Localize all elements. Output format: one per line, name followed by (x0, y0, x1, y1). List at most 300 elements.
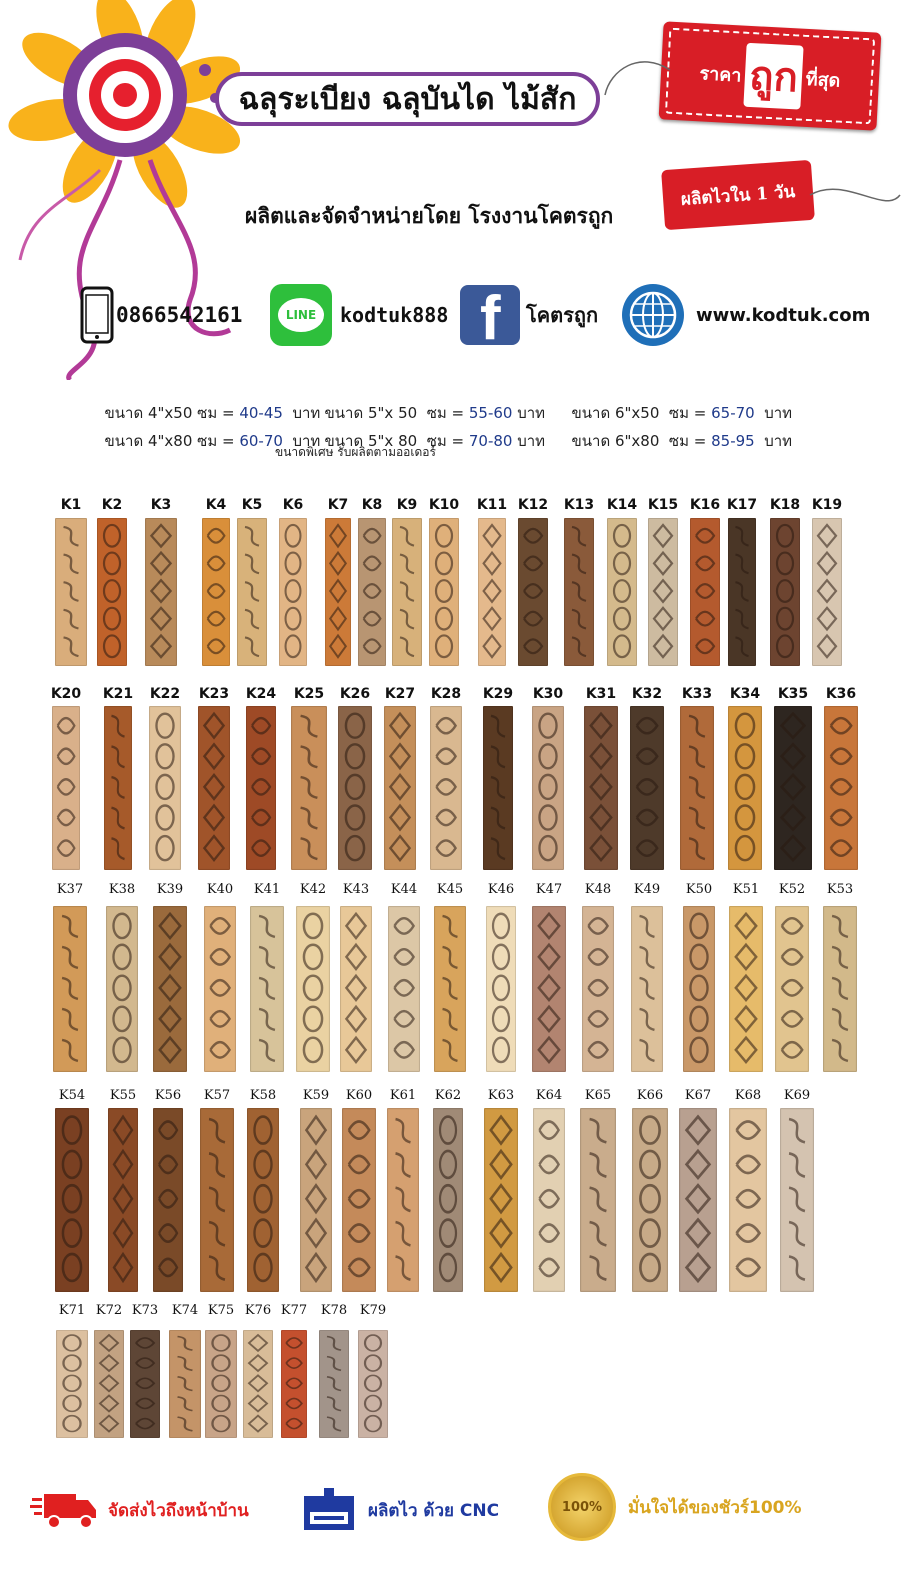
catalog-code: K74 (171, 1303, 199, 1318)
fretwork-pattern-icon (149, 706, 181, 870)
carved-panel-image (108, 1108, 138, 1292)
seal-text: 100% (561, 1499, 603, 1515)
carved-panel-image (518, 518, 548, 666)
fretwork-pattern-icon (582, 906, 614, 1072)
catalog-item[interactable] (674, 686, 720, 870)
carved-panel-image (300, 1108, 332, 1292)
price-unit: บาท (754, 432, 793, 450)
catalog-code: K75 (207, 1303, 235, 1318)
carved-panel-image (340, 906, 372, 1072)
catalog-item[interactable] (147, 882, 193, 1072)
carved-panel-image (338, 706, 372, 870)
carved-panel-image (648, 518, 678, 666)
catalog-code: K20 (50, 686, 82, 702)
catalog-item[interactable] (817, 882, 863, 1072)
delivery-badge (30, 1480, 249, 1540)
catalog-code: K63 (487, 1088, 515, 1103)
catalog-code: K26 (339, 686, 371, 702)
fretwork-pattern-icon (106, 906, 138, 1072)
catalog-code: K23 (198, 686, 230, 702)
catalog-item[interactable] (768, 686, 818, 870)
catalog-item[interactable] (723, 882, 769, 1072)
catalog-item[interactable] (722, 497, 762, 666)
facebook-icon (460, 285, 520, 345)
fretwork-pattern-icon (145, 518, 177, 666)
carved-panel-image (392, 518, 422, 666)
fretwork-pattern-icon (279, 518, 307, 666)
catalog-item[interactable] (723, 1088, 773, 1292)
subtitle: ผลิตและจัดจำหน่ายโดย โรงงานโคตรถูก (245, 204, 614, 228)
catalog-code: K34 (729, 686, 761, 702)
carved-panel-image (532, 906, 566, 1072)
fretwork-pattern-icon (648, 518, 678, 666)
catalog-item[interactable] (472, 497, 512, 666)
fretwork-pattern-icon (729, 1108, 767, 1292)
fretwork-pattern-icon (774, 706, 812, 870)
catalog-code: K64 (535, 1088, 563, 1103)
catalog-item[interactable] (378, 686, 422, 870)
carved-panel-image (53, 906, 87, 1072)
carved-panel-image (198, 706, 230, 870)
catalog-item[interactable] (677, 882, 721, 1072)
fretwork-pattern-icon (55, 518, 87, 666)
catalog-item[interactable] (601, 497, 643, 666)
catalog-code: K21 (102, 686, 134, 702)
fretwork-pattern-icon (56, 1330, 88, 1438)
catalog-code: K43 (342, 882, 370, 897)
carved-panel-image (296, 906, 330, 1072)
price-tag (659, 21, 882, 130)
catalog-code: K54 (58, 1088, 86, 1103)
phone-contact[interactable] (80, 275, 242, 355)
catalog-code: K15 (647, 497, 679, 513)
carved-panel-image (775, 906, 809, 1072)
fretwork-pattern-icon (483, 706, 513, 870)
catalog-code: K55 (109, 1088, 137, 1103)
catalog-item[interactable] (194, 1088, 240, 1292)
catalog-code: K57 (203, 1088, 231, 1103)
catalog-code: K25 (293, 686, 325, 702)
catalog-item[interactable] (237, 1303, 279, 1438)
catalog-code: K68 (734, 1088, 762, 1103)
carved-panel-image (478, 518, 506, 666)
catalog-item[interactable] (423, 497, 465, 666)
catalog-item[interactable] (769, 882, 815, 1072)
catalog-code: K46 (487, 882, 515, 897)
price-unit: บาท (512, 432, 546, 450)
carved-panel-image (387, 1108, 419, 1292)
catalog-code: K29 (482, 686, 514, 702)
catalog-item[interactable] (626, 1088, 674, 1292)
catalog-code: K45 (436, 882, 464, 897)
fretwork-pattern-icon (533, 1108, 565, 1292)
carved-panel-image (56, 1330, 88, 1438)
price-label: ขนาด 5"x 80 ซม = (324, 432, 469, 450)
fretwork-pattern-icon (630, 706, 664, 870)
catalog-code: K49 (633, 882, 661, 897)
catalog-item[interactable] (576, 882, 620, 1072)
catalog-code: K77 (280, 1303, 308, 1318)
carved-panel-image (55, 1108, 89, 1292)
catalog-item[interactable] (480, 882, 522, 1072)
price-tag-suffix: ที่สุด (805, 68, 841, 92)
catalog-item[interactable] (290, 882, 336, 1072)
carved-panel-image (728, 518, 756, 666)
fretwork-pattern-icon (338, 706, 372, 870)
fretwork-pattern-icon (486, 906, 516, 1072)
fretwork-pattern-icon (342, 1108, 376, 1292)
catalog-code: K40 (206, 882, 234, 897)
catalog-code: K5 (241, 497, 263, 513)
catalog-item[interactable] (624, 686, 670, 870)
price-tag-big: ถูก (744, 43, 804, 110)
catalog-code: K17 (726, 497, 758, 513)
delivery-truck-icon (30, 1488, 98, 1532)
catalog-code: K31 (585, 686, 617, 702)
carved-panel-image (824, 706, 858, 870)
carved-panel-image (683, 906, 715, 1072)
catalog-code: K52 (778, 882, 806, 897)
carved-panel-image (243, 1330, 273, 1438)
price-tag-prefix: ราคา (699, 62, 743, 86)
catalog-item[interactable] (526, 882, 572, 1072)
fretwork-pattern-icon (392, 518, 422, 666)
fretwork-pattern-icon (584, 706, 618, 870)
carved-panel-image (153, 906, 187, 1072)
catalog-item[interactable] (526, 686, 570, 870)
price-label: ขนาด 6"x50 ซม = (571, 404, 712, 422)
catalog-code: K18 (769, 497, 801, 513)
carved-panel-image (532, 706, 564, 870)
smartphone-icon (80, 286, 114, 344)
carved-panel-image (483, 706, 513, 870)
line-logo-text: LINE (278, 298, 324, 332)
fretwork-pattern-icon (433, 1108, 463, 1292)
catalog-code: K41 (253, 882, 281, 897)
catalog-code: K76 (244, 1303, 272, 1318)
catalog-item[interactable] (100, 882, 144, 1072)
price-label: ขนาด 6"x80 ซม = (571, 432, 712, 450)
fretwork-pattern-icon (770, 518, 800, 666)
catalog-item[interactable] (424, 686, 468, 870)
catalog-item[interactable] (764, 497, 806, 666)
carved-panel-image (812, 518, 842, 666)
catalog-code: K69 (783, 1088, 811, 1103)
catalog-code: K14 (606, 497, 638, 513)
carved-panel-image (149, 706, 181, 870)
catalog-item[interactable] (722, 686, 768, 870)
catalog-item[interactable] (332, 686, 378, 870)
carved-panel-image (774, 706, 812, 870)
price-value: 85-95 (711, 432, 755, 450)
catalog-code: K59 (302, 1088, 330, 1103)
fretwork-pattern-icon (291, 706, 327, 870)
fretwork-pattern-icon (580, 1108, 616, 1292)
catalog-code: K62 (434, 1088, 462, 1103)
catalog-code: K61 (389, 1088, 417, 1103)
facebook-logo-letter: f (480, 285, 501, 345)
catalog-code: K72 (95, 1303, 123, 1318)
catalog-item[interactable] (294, 1088, 338, 1292)
tag-string-icon (805, 175, 905, 235)
catalog-item[interactable] (334, 882, 378, 1072)
catalog-item[interactable] (139, 497, 183, 666)
catalog-item[interactable] (49, 497, 93, 666)
catalog-code: K8 (361, 497, 383, 513)
carved-panel-image (97, 518, 127, 666)
carved-panel-image (246, 706, 276, 870)
carved-panel-image (630, 706, 664, 870)
catalog-code: K12 (517, 497, 549, 513)
price-unit: บาท (282, 404, 321, 422)
fretwork-pattern-icon (300, 1108, 332, 1292)
fretwork-pattern-icon (683, 906, 715, 1072)
carved-panel-image (281, 1330, 307, 1438)
fretwork-pattern-icon (55, 1108, 89, 1292)
fretwork-pattern-icon (518, 518, 548, 666)
catalog-code: K22 (149, 686, 181, 702)
fretwork-pattern-icon (729, 906, 763, 1072)
carved-panel-image (484, 1108, 518, 1292)
catalog-code: K36 (825, 686, 857, 702)
carved-panel-image (358, 1330, 388, 1438)
line-contact[interactable] (270, 275, 448, 355)
price-value: 55-60 (468, 404, 513, 422)
fretwork-pattern-icon (484, 1108, 518, 1292)
catalog-code: K11 (476, 497, 508, 513)
carved-panel-image (291, 706, 327, 870)
catalog-code: K47 (535, 882, 563, 897)
catalog-code: K24 (245, 686, 277, 702)
carved-panel-image (580, 1108, 616, 1292)
carved-panel-image (106, 906, 138, 1072)
fast-production-tag: ผลิตไวใน 1 วัน (661, 160, 815, 230)
carved-panel-image (533, 1108, 565, 1292)
carved-panel-image (729, 906, 763, 1072)
fretwork-pattern-icon (430, 706, 462, 870)
catalog-code: K33 (681, 686, 713, 702)
catalog-code: K56 (154, 1088, 182, 1103)
fretwork-pattern-icon (824, 706, 858, 870)
catalog-item[interactable] (143, 686, 187, 870)
fretwork-pattern-icon (340, 906, 372, 1072)
fretwork-pattern-icon (153, 906, 187, 1072)
special-size-note: ขนาดพิเศษ รับผลิตตามออเดอร์ (275, 445, 436, 459)
catalog-item[interactable] (818, 686, 864, 870)
catalog-item[interactable] (46, 686, 86, 870)
catalog-item[interactable] (275, 1303, 313, 1438)
carved-panel-image (237, 518, 267, 666)
fretwork-pattern-icon (564, 518, 594, 666)
carved-panel-image (325, 518, 351, 666)
catalog-item[interactable] (273, 497, 313, 666)
price-label: ขนาด 4"x50 ซม = (104, 404, 240, 422)
carved-panel-image (632, 1108, 668, 1292)
catalog-item[interactable] (625, 882, 669, 1072)
catalog-item[interactable] (124, 1303, 166, 1438)
cnc-text: ผลิตไว ด้วย CNC (368, 1500, 500, 1521)
fretwork-pattern-icon (243, 1330, 273, 1438)
fretwork-pattern-icon (237, 518, 267, 666)
price-label: ขนาด 4"x80 ซม = (104, 432, 240, 450)
catalog-item[interactable] (192, 686, 236, 870)
carved-panel-image (94, 1330, 124, 1438)
carved-panel-image (145, 518, 177, 666)
fretwork-pattern-icon (728, 706, 762, 870)
catalog-item[interactable] (47, 882, 93, 1072)
catalog-code: K71 (58, 1303, 86, 1318)
catalog-code: K73 (131, 1303, 159, 1318)
carved-panel-image (388, 906, 420, 1072)
price-value: 60-70 (239, 432, 283, 450)
price-unit: บาท (282, 432, 321, 450)
fretwork-pattern-icon (130, 1330, 160, 1438)
carved-panel-image (358, 518, 386, 666)
catalog-code: K6 (282, 497, 304, 513)
carved-panel-image (202, 518, 230, 666)
price-unit: บาท (512, 404, 546, 422)
fretwork-pattern-icon (358, 1330, 388, 1438)
carved-panel-image (607, 518, 637, 666)
carved-panel-image (433, 1108, 463, 1292)
fretwork-pattern-icon (388, 906, 420, 1072)
carved-panel-image (582, 906, 614, 1072)
guarantee-text: มั่นใจได้ของชัวร์100% (628, 1497, 802, 1518)
carved-panel-image (205, 1330, 237, 1438)
catalog-code: K48 (584, 882, 612, 897)
price-unit: บาท (754, 404, 793, 422)
fretwork-pattern-icon (325, 518, 351, 666)
fretwork-pattern-icon (205, 1330, 237, 1438)
catalog-code: K79 (359, 1303, 387, 1318)
carved-panel-image (247, 1108, 279, 1292)
catalog-code: K7 (327, 497, 349, 513)
fretwork-pattern-icon (478, 518, 506, 666)
catalog-item[interactable] (512, 497, 554, 666)
fretwork-pattern-icon (387, 1108, 419, 1292)
fretwork-pattern-icon (632, 1108, 668, 1292)
fretwork-pattern-icon (690, 518, 720, 666)
fretwork-pattern-icon (153, 1108, 183, 1292)
catalog-item[interactable] (574, 1088, 622, 1292)
catalog-code: K30 (532, 686, 564, 702)
catalog-item[interactable] (527, 1088, 571, 1292)
catalog-code: K3 (150, 497, 172, 513)
catalog-item[interactable] (102, 1088, 144, 1292)
catalog-code: K60 (345, 1088, 373, 1103)
carved-panel-image (680, 706, 714, 870)
catalog-item[interactable] (477, 686, 519, 870)
catalog-item[interactable] (478, 1088, 524, 1292)
price-row-2-col3 (562, 411, 792, 453)
carved-panel-image (690, 518, 720, 666)
catalog-code: K32 (631, 686, 663, 702)
carved-panel-image (631, 906, 663, 1072)
fretwork-pattern-icon (94, 1330, 124, 1438)
catalog-item[interactable] (806, 497, 848, 666)
fretwork-pattern-icon (775, 906, 809, 1072)
page-title: ฉลุระเบียง ฉลุบันได ไม้สัก (238, 81, 577, 117)
line-icon (270, 284, 332, 346)
fretwork-pattern-icon (429, 518, 459, 666)
fretwork-pattern-icon (358, 518, 386, 666)
facebook-contact[interactable] (460, 275, 598, 355)
carved-panel-image (429, 518, 459, 666)
catalog-item[interactable] (386, 497, 428, 666)
catalog-code: K53 (826, 882, 854, 897)
fretwork-pattern-icon (108, 1108, 138, 1292)
website-contact[interactable] (620, 275, 870, 355)
title-banner (215, 72, 600, 126)
catalog-code: K9 (396, 497, 418, 513)
catalog-item[interactable] (147, 1088, 189, 1292)
catalog-item[interactable] (285, 686, 333, 870)
fretwork-pattern-icon (169, 1330, 201, 1438)
catalog-item[interactable] (91, 497, 133, 666)
carved-panel-image (279, 518, 307, 666)
catalog-item[interactable] (642, 497, 684, 666)
catalog-code: K2 (101, 497, 123, 513)
fretwork-pattern-icon (823, 906, 857, 1072)
facebook-name: โคตรถูก (526, 303, 599, 327)
fretwork-pattern-icon (680, 706, 714, 870)
catalog-code: K10 (428, 497, 460, 513)
catalog-item[interactable] (244, 882, 290, 1072)
catalog-item[interactable] (196, 497, 236, 666)
catalog-item[interactable] (352, 1303, 394, 1438)
carved-panel-image (55, 518, 87, 666)
catalog-item[interactable] (673, 1088, 723, 1292)
catalog-item[interactable] (49, 1088, 95, 1292)
catalog-item[interactable] (231, 497, 273, 666)
catalog-item[interactable] (336, 1088, 382, 1292)
catalog-item[interactable] (382, 882, 426, 1072)
catalog-code: K35 (777, 686, 809, 702)
fretwork-pattern-icon (384, 706, 416, 870)
catalog-code: K39 (156, 882, 184, 897)
carved-panel-image (250, 906, 284, 1072)
fretwork-pattern-icon (198, 706, 230, 870)
catalog-code: K50 (685, 882, 713, 897)
catalog-code: K4 (205, 497, 227, 513)
catalog-item[interactable] (198, 882, 242, 1072)
catalog-item[interactable] (98, 686, 138, 870)
catalog-item[interactable] (428, 882, 472, 1072)
cnc-badge (300, 1480, 499, 1540)
fretwork-pattern-icon (250, 906, 284, 1072)
fretwork-pattern-icon (97, 518, 127, 666)
guarantee-badge (548, 1462, 802, 1552)
carved-panel-image (153, 1108, 183, 1292)
catalog-item[interactable] (381, 1088, 425, 1292)
catalog-item[interactable] (241, 1088, 285, 1292)
carved-panel-image (780, 1108, 814, 1292)
carved-panel-image (169, 1330, 201, 1438)
catalog-item[interactable] (240, 686, 282, 870)
catalog-item[interactable] (578, 686, 624, 870)
catalog-item[interactable] (427, 1088, 469, 1292)
catalog-item[interactable] (313, 1303, 355, 1438)
globe-icon (620, 282, 686, 348)
catalog-code: K65 (584, 1088, 612, 1103)
catalog-item[interactable] (558, 497, 600, 666)
catalog-item[interactable] (774, 1088, 820, 1292)
carved-panel-image (130, 1330, 160, 1438)
fretwork-pattern-icon (200, 1108, 234, 1292)
catalog-item[interactable] (684, 497, 726, 666)
website-url: www.kodtuk.com (696, 304, 871, 326)
catalog-code: K16 (689, 497, 721, 513)
